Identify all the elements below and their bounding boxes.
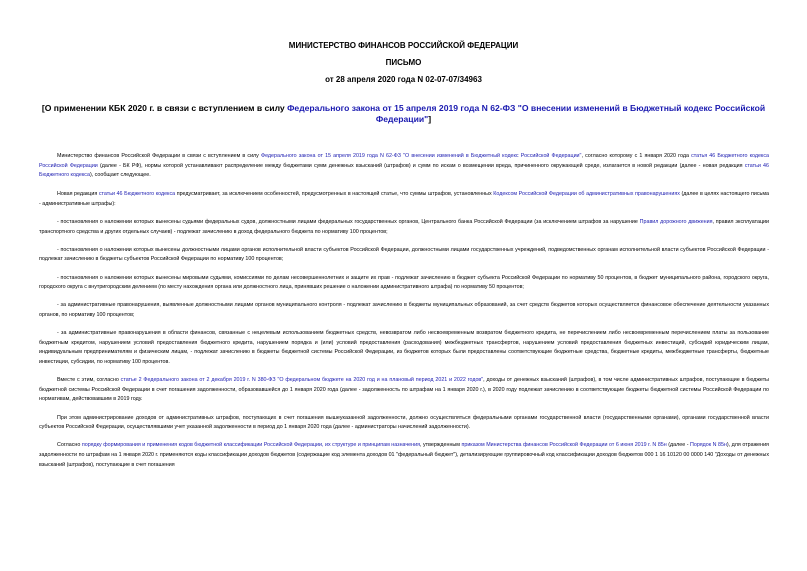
article-46-link[interactable]: статьи 46 Бюджетного кодекса xyxy=(39,162,769,179)
text: предусматривает, за исключением особенностей, предусмотренных в настоящей статье, что суммы штрафов, установленных xyxy=(175,191,494,198)
text: (далее в целях настоящего письма - административные штрафы): xyxy=(39,191,769,207)
text: , правил эксплуатации транспортного средства и других отдельных случаев) - подлежат зачислению в доход федерального бюджета по нормативу 100 процентов; xyxy=(39,219,769,235)
text: - постановления о наложении которых вынесены судьями федеральных судов, должностными лицами федеральных государственных органов, Центрального банка Российской Федерации (за исключением штрафов за нарушение xyxy=(57,219,640,226)
title-prefix: [О применении КБК 2020 г. в связи с вступлением в силу xyxy=(41,103,288,113)
article-46-bk-link[interactable]: статья 46 Бюджетного кодекса Российской Федерации xyxy=(39,153,769,169)
text: , согласно которому с 1 января 2020 года xyxy=(581,153,692,159)
title-suffix: ] xyxy=(428,114,432,124)
text: (далее - xyxy=(666,442,691,449)
law-380fz-link[interactable]: статье 2 Федерального закона от 2 декабря 2019 г. N 380-ФЗ "О федеральном бюджете на 2020 год и на плановый период 2021 и 2022 годов" xyxy=(120,377,484,384)
paragraph-federal-budget-law xyxy=(39,376,769,405)
paragraph-finance-violations: - за административные правонарушения в области финансов, связанные с нецелевым использованием бюджетных средств, невозвратом либо несвоевременным возвратом бюджетного кредита, не перечислением либо несвоевременным перечислением платы за пользование бюджетным кредитом, нарушением условий предоставления бюджетного кредита, нарушением порядка и (или) условий предоставления (расходования) межбюджетных трансфертов, нарушением условий предоставления бюджетных инвестиций, субсидий юридическим лицам, индивидуальным предпринимателям и физическим лицам, - подлежат зачислению в бюджеты бюджетной системы Российской Федерации, из бюджетов которых были предоставлены соответствующие бюджетные средства, бюджетные кредиты, межбюджетные трансферты, бюджетные инвестиции, субсидии, по нормативу 100 процентов. xyxy=(39,330,769,365)
paragraph-regional-authorities: - постановления о наложении которых вынесены должностными лицами органов исполнительной власти субъектов Российской Федерации, должностными лицами государственных учреждений, подведомственных органам исполнительной власти субъектов Российской Федерации - подлежат зачислению в бюджеты субъектов Российской Федерации по нормативу 100 процентов; xyxy=(39,246,769,263)
text: Министерство финансов Российской Федерации в связи с вступлением в силу xyxy=(57,153,262,159)
text: Вместе с этим, согласно xyxy=(57,377,121,384)
koap-link[interactable]: Кодексом Российской Федерации об административных правонарушениях xyxy=(493,191,680,198)
paragraph-administration: При этом администрирование доходов от административных штрафов, поступающих в счет погашения вышеуказанной задолженности, должно осуществляться федеральными органами государственной власти (государственными органами), органами государственной власти субъектов Российской Федерации, осуществлявшими учет указанной задолженности в период до 1 января 2020 года (далее - администраторы начислений задолженности). xyxy=(39,414,769,431)
text: , доходы от денежных взысканий (штрафов), в том числе административных штрафов, поступающие в бюджеты бюджетной системы Российской Федерации в счет погашения задолженности, образовавшейся до 1 января 2020 года (далее - задолженность по штрафам на 1 января 2020 г.), в 2020 году подлежат зачислению в соответствующие бюджеты бюджетной системы Российской Федерации по нормативам, действовавшим в 2019 году. xyxy=(39,377,770,403)
document-type: ПИСЬМО xyxy=(385,58,422,67)
text: (далее - БК РФ), нормы которой устанавливают распределение между бюджетами сумм денежных взысканий (штрафов) и сумм по искам о возмещении вреда, причиненного окружающей среде, излагается в новой редакции (далее - новая редакция xyxy=(97,162,745,169)
traffic-rules-link[interactable]: Правил дорожного движения xyxy=(639,219,713,226)
paragraph-federal-courts xyxy=(39,218,769,237)
text: ), сообщает следующее. xyxy=(89,172,151,179)
kbk-procedure-link[interactable]: порядку формирования и применения кодов бюджетной классификации Российской Федерации, их структуре и принципам назначения xyxy=(81,442,420,449)
article-46-link[interactable]: статьи 46 Бюджетного кодекса xyxy=(98,191,176,198)
paragraph-kbk-order xyxy=(39,441,769,470)
text: Согласно xyxy=(57,442,82,449)
text: ), для отражения задолженности по штрафам на 1 января 2020 г. применяются коды классификации доходов бюджетов (содержащие код элемента доходов 01 "федеральный бюджет"), детализирующие группировочный код классификации доходов бюджетов 000 1 16 10120 00 0000 140 "Доходы от денежных взысканий (штрафов), поступающие в счет погашения xyxy=(39,442,769,468)
procedure-85n-link[interactable]: Порядок N 85н xyxy=(690,442,727,449)
paragraph-magistrates: - постановления о наложении которых вынесены мировыми судьями, комиссиями по делам несовершеннолетних и защите их прав - подлежат зачислению в бюджет субъекта Российской Федерации по нормативу 50 процентов, в бюджет муниципального района, городского округа, городского округа с внутригородским делением (по месту нахождения органа или должностного лица, принявших решение о наложении административного штрафа) по нормативу 50 процентов; xyxy=(39,274,769,291)
paragraph-municipal-control: - за административные правонарушения, выявленные должностными лицами органов муниципального контроля - подлежат зачислению в бюджеты муниципальных образований, за счет средств бюджетов которых осуществляется финансовое обеспечение деятельности указанных органов, по нормативу 100 процентов; xyxy=(39,302,769,318)
paragraph-new-edition xyxy=(39,190,769,209)
document-date-number: от 28 апреля 2020 года N 02-07-07/34963 xyxy=(325,75,482,84)
text: Новая редакция xyxy=(57,191,99,198)
text: , утвержденным xyxy=(419,442,462,449)
document-title xyxy=(40,103,767,125)
order-85n-link[interactable]: приказом Министерства финансов Российской Федерации от 6 июня 2019 г. N 85н xyxy=(461,442,667,449)
paragraph-intro xyxy=(39,152,769,181)
law-62fz-link[interactable]: Федерального закона от 15 апреля 2019 года N 62-ФЗ "О внесении изменений в Бюджетный кодекс Российской Федерации" xyxy=(261,153,582,159)
title-law-link[interactable]: Федерального закона от 15 апреля 2019 года N 62-ФЗ "О внесении изменений в Бюджетный кодекс Российской Федерации" xyxy=(287,103,766,124)
ministry-heading: МИНИСТЕРСТВО ФИНАНСОВ РОССИЙСКОЙ ФЕДЕРАЦИИ xyxy=(288,41,519,50)
document-body xyxy=(39,152,769,479)
